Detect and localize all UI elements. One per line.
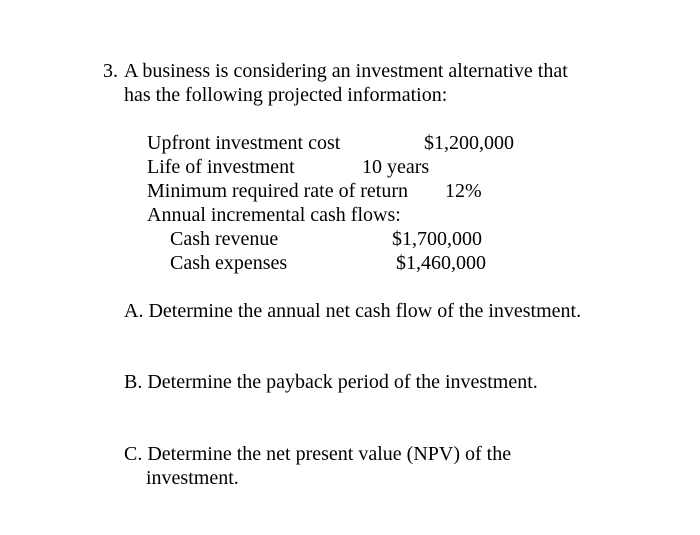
part-a: A. Determine the annual net cash flow of the investment. [124, 300, 582, 322]
life-label: Life of investment [147, 156, 295, 178]
question-number: 3. [103, 60, 118, 82]
cash-expenses-value: $1,460,000 [396, 252, 486, 274]
part-c-line-2: investment. [146, 467, 239, 489]
cash-flows-label: Annual incremental cash flows: [147, 204, 401, 226]
part-c-line-1: C. Determine the net present value (NPV) of the [124, 443, 512, 465]
life-value: 10 years [362, 156, 430, 178]
question-line-2: has the following projected information: [124, 84, 448, 106]
upfront-cost-label: Upfront investment cost [147, 132, 341, 154]
rate-label: Minimum required rate of return [147, 180, 409, 202]
part-b: B. Determine the payback period of the investment. [124, 371, 538, 393]
cash-revenue-value: $1,700,000 [392, 228, 482, 250]
question-line-1: A business is considering an investment alternative that [124, 60, 568, 82]
rate-value: 12% [445, 180, 482, 202]
cash-expenses-label: Cash expenses [170, 252, 288, 274]
cash-revenue-label: Cash revenue [170, 228, 279, 250]
upfront-cost-value: $1,200,000 [424, 132, 514, 154]
